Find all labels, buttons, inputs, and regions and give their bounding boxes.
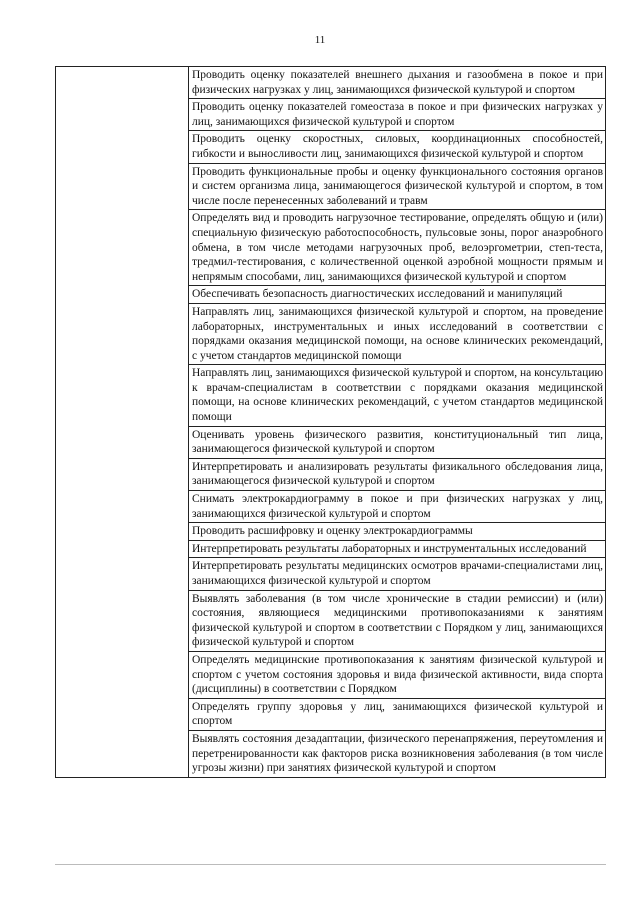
table-cell-text: Проводить функциональные пробы и оценку функционального состояния органов и систем организма лица, занимающегося физической культурой и спортом, в том числе после перенесенных заболеваний и травм (189, 163, 606, 210)
table-cell-text: Проводить оценку показателей гомеостаза в покое и при физических нагрузках у лиц, занимающихся физической культурой и спортом (189, 99, 606, 131)
table-cell-text: Оценивать уровень физического развития, конституциональный тип лица, занимающегося физической культурой и спортом (189, 426, 606, 458)
table-cell-text: Направлять лиц, занимающихся физической культурой и спортом, на консультацию к врачам-специалистам в соответствии с порядками оказания медицинской помощи, на основе клинических рекомендаций, с учетом стандартов медицинской помощи (189, 365, 606, 426)
table-cell-text: Проводить оценку показателей внешнего дыхания и газообмена в покое и при физических нагрузках у лиц, занимающихся физической культурой и спортом (189, 67, 606, 99)
page-bottom-rule (55, 864, 606, 865)
skills-table-body (56, 67, 606, 778)
table-row (56, 67, 606, 99)
table-cell-text: Проводить расшифровку и оценку электрокардиограммы (189, 523, 606, 541)
table-cell-text: Выявлять состояния дезадаптации, физического перенапряжения, переутомления и перетренированности как факторов риска возникновения заболевания (в том числе угрозы жизни) при занятиях физической культурой и спортом (189, 730, 606, 777)
table-cell-text: Определять группу здоровья у лиц, занимающихся физической культурой и спортом (189, 698, 606, 730)
table-cell-text: Определять медицинские противопоказания к занятиям физической культурой и спортом с учетом состояния здоровья и вида физической активности, вида спорта (дисциплины) в соответствии с Порядком (189, 651, 606, 698)
table-cell-text: Интерпретировать результаты лабораторных и инструментальных исследований (189, 540, 606, 558)
page-number: 11 (314, 34, 326, 46)
table-cell-text: Снимать электрокардиограмму в покое и при физических нагрузках у лиц, занимающихся физической культурой и спортом (189, 491, 606, 523)
table-cell-text: Интерпретировать результаты медицинских осмотров врачами-специалистами лиц, занимающихся физической культурой и спортом (189, 558, 606, 590)
table-cell-text: Направлять лиц, занимающихся физической культурой и спортом, на проведение лабораторных, инструментальных и иных исследований в соответствии с порядками оказания медицинской помощи, на основе клинических рекомендаций, с учетом стандартов медицинской помощи (189, 303, 606, 364)
table-cell-text: Обеспечивать безопасность диагностических исследований и манипуляций (189, 286, 606, 304)
skills-table (55, 66, 606, 778)
section-label-cell (56, 67, 189, 778)
table-cell-text: Выявлять заболевания (в том числе хронические в стадии ремиссии) и (или) состояния, являющиеся медицинскими противопоказаниями к занятиям физической культурой и спортом в соответствии с Порядком у лиц, занимающихся физической культурой и спортом (189, 590, 606, 651)
table-cell-text: Проводить оценку скоростных, силовых, координационных способностей, гибкости и выносливости лиц, занимающихся физической культурой и спортом (189, 131, 606, 163)
table-cell-text: Интерпретировать и анализировать результаты физикального обследования лица, занимающегося физической культурой и спортом (189, 458, 606, 490)
table-cell-text: Определять вид и проводить нагрузочное тестирование, определять общую и (или) специальную физическую работоспособность, пульсовые зоны, порог анаэробного обмена, в том числе методами нагрузочных проб, велоэргометрии, степ-теста, тредмил-тестирования, с количественной оценкой аэробной мощности прямым и непрямым способами, лиц, занимающихся физической культурой и спортом (189, 210, 606, 286)
